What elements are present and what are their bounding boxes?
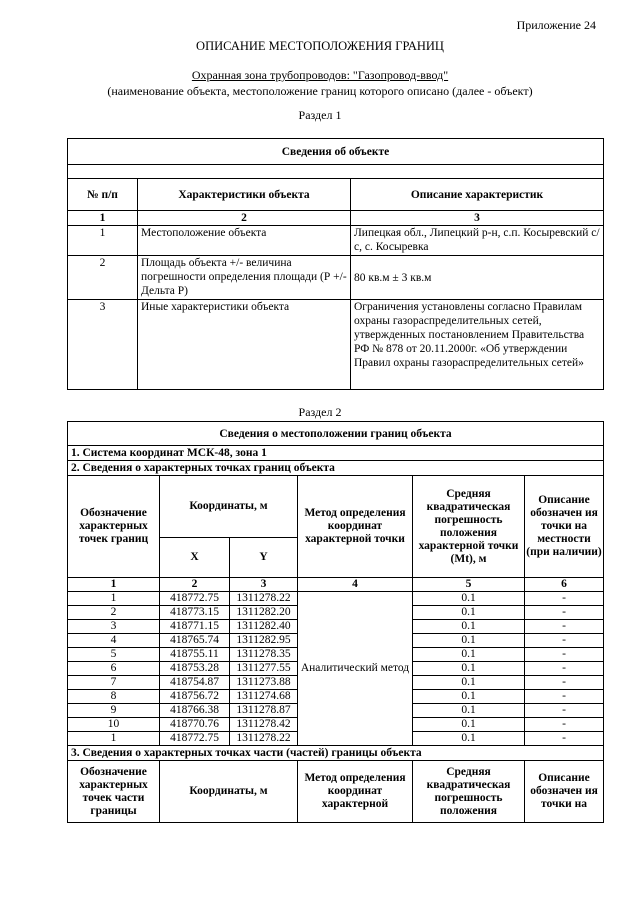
point-x: 418765.74 xyxy=(160,634,230,648)
col-header-number: № п/п xyxy=(68,179,138,211)
point-error: 0.1 xyxy=(413,606,525,620)
col-header-coords: Координаты, м xyxy=(160,476,298,538)
row-characteristic: Иные характеристики объекта xyxy=(138,300,351,390)
col-header-description: Описание характеристик xyxy=(351,179,604,211)
object-name: Охранная зона трубопроводов: "Газопровод-ввод" xyxy=(191,68,449,82)
point-y: 1311278.35 xyxy=(230,648,298,662)
parts-header-coords: Координаты, м xyxy=(160,761,298,823)
section-2-label: Раздел 2 xyxy=(298,405,342,419)
col-header-description: Описание обозначен ия точки на местности (при наличии) xyxy=(525,476,604,578)
object-name-line xyxy=(0,68,640,83)
point-y: 1311277.55 xyxy=(230,662,298,676)
appendix-label: Приложение 24 xyxy=(516,18,596,32)
parts-header-designation: Обозначение характерных точек части границы xyxy=(68,761,160,823)
col-number: 5 xyxy=(413,578,525,592)
col-number: 2 xyxy=(138,211,351,226)
col-number: 6 xyxy=(525,578,604,592)
point-y: 1311274.68 xyxy=(230,690,298,704)
point-y: 1311278.87 xyxy=(230,704,298,718)
point-error: 0.1 xyxy=(413,662,525,676)
object-name-note: (наименование объекта, местоположение границ которого описано (далее - объект) xyxy=(107,84,533,98)
row-description: Ограничения установлены согласно Правилам охраны газораспределительных сетей, утвержденных постановлением Правительства РФ № 878 от 20.11.2000г. «Об утверждении Правил охраны газораспределительных сетей» xyxy=(351,300,604,390)
point-id: 5 xyxy=(68,648,160,662)
parts-header-description: Описание обозначен ия точки на xyxy=(525,761,604,823)
point-error: 0.1 xyxy=(413,620,525,634)
point-y: 1311282.40 xyxy=(230,620,298,634)
point-description: - xyxy=(525,606,604,620)
point-description: - xyxy=(525,648,604,662)
table-row xyxy=(68,592,604,606)
point-x: 418753.28 xyxy=(160,662,230,676)
point-id: 4 xyxy=(68,634,160,648)
point-id: 7 xyxy=(68,676,160,690)
point-y: 1311278.22 xyxy=(230,592,298,606)
spacer-row xyxy=(68,165,604,179)
point-description: - xyxy=(525,704,604,718)
point-x: 418773.15 xyxy=(160,606,230,620)
point-x: 418754.87 xyxy=(160,676,230,690)
col-header-designation: Обозначение характерных точек границ xyxy=(68,476,160,578)
col-number: 3 xyxy=(230,578,298,592)
point-error: 0.1 xyxy=(413,690,525,704)
point-x: 418755.11 xyxy=(160,648,230,662)
point-y: 1311278.22 xyxy=(230,732,298,746)
row-number: 3 xyxy=(68,300,138,390)
points-section-title: 2. Сведения о характерных точках границ объекта xyxy=(68,461,604,476)
table-row xyxy=(68,256,604,300)
point-y: 1311278.42 xyxy=(230,718,298,732)
point-error: 0.1 xyxy=(413,676,525,690)
col-header-y: Y xyxy=(230,538,298,578)
col-header-x: X xyxy=(160,538,230,578)
col-header-characteristic: Характеристики объекта xyxy=(138,179,351,211)
col-number: 1 xyxy=(68,578,160,592)
table-row xyxy=(68,300,604,390)
point-id: 6 xyxy=(68,662,160,676)
boundary-table xyxy=(67,421,604,823)
row-characteristic: Местоположение объекта xyxy=(138,226,351,256)
table-caption: Сведения о местоположении границ объекта xyxy=(68,422,604,446)
point-description: - xyxy=(525,676,604,690)
row-characteristic: Площадь объекта +/- величина погрешности определения площади (Р +/- Дельта Р) xyxy=(138,256,351,300)
document-title: ОПИСАНИЕ МЕСТОПОЛОЖЕНИЯ ГРАНИЦ xyxy=(196,39,444,53)
point-error: 0.1 xyxy=(413,718,525,732)
point-error: 0.1 xyxy=(413,704,525,718)
col-number: 4 xyxy=(298,578,413,592)
row-number: 1 xyxy=(68,226,138,256)
point-x: 418771.15 xyxy=(160,620,230,634)
point-id: 1 xyxy=(68,592,160,606)
object-info-table xyxy=(67,138,604,390)
table-row xyxy=(68,226,604,256)
col-number: 1 xyxy=(68,211,138,226)
point-id: 9 xyxy=(68,704,160,718)
col-header-method: Метод определения координат характерной точки xyxy=(298,476,413,578)
point-error: 0.1 xyxy=(413,648,525,662)
point-error: 0.1 xyxy=(413,634,525,648)
col-number: 2 xyxy=(160,578,230,592)
point-description: - xyxy=(525,662,604,676)
point-x: 418772.75 xyxy=(160,592,230,606)
point-description: - xyxy=(525,690,604,704)
point-error: 0.1 xyxy=(413,732,525,746)
point-x: 418766.38 xyxy=(160,704,230,718)
point-error: 0.1 xyxy=(413,592,525,606)
parts-section-title: 3. Сведения о характерных точках части (частей) границы объекта xyxy=(68,746,604,761)
row-description: 80 кв.м ± 3 кв.м xyxy=(351,256,604,300)
point-id: 8 xyxy=(68,690,160,704)
table-caption: Сведения об объекте xyxy=(68,139,604,165)
point-x: 418770.76 xyxy=(160,718,230,732)
point-id: 10 xyxy=(68,718,160,732)
point-x: 418772.75 xyxy=(160,732,230,746)
section-1-label: Раздел 1 xyxy=(298,108,342,122)
point-method: Аналитический метод xyxy=(298,592,413,746)
point-y: 1311282.20 xyxy=(230,606,298,620)
point-id: 3 xyxy=(68,620,160,634)
point-y: 1311273.88 xyxy=(230,676,298,690)
row-number: 2 xyxy=(68,256,138,300)
point-x: 418756.72 xyxy=(160,690,230,704)
point-description: - xyxy=(525,718,604,732)
parts-header-method: Метод определения координат характерной xyxy=(298,761,413,823)
point-id: 2 xyxy=(68,606,160,620)
point-description: - xyxy=(525,592,604,606)
coord-system: 1. Система координат МСК-48, зона 1 xyxy=(68,446,604,461)
point-description: - xyxy=(525,620,604,634)
parts-header-error: Средняя квадратическая погрешность положения xyxy=(413,761,525,823)
point-description: - xyxy=(525,634,604,648)
point-y: 1311282.95 xyxy=(230,634,298,648)
point-description: - xyxy=(525,732,604,746)
col-header-error: Средняя квадратическая погрешность положения характерной точки (Mt), м xyxy=(413,476,525,578)
point-id: 1 xyxy=(68,732,160,746)
row-description: Липецкая обл., Липецкий р-н, с.п. Косыревский с/с, с. Косыревка xyxy=(351,226,604,256)
col-number: 3 xyxy=(351,211,604,226)
